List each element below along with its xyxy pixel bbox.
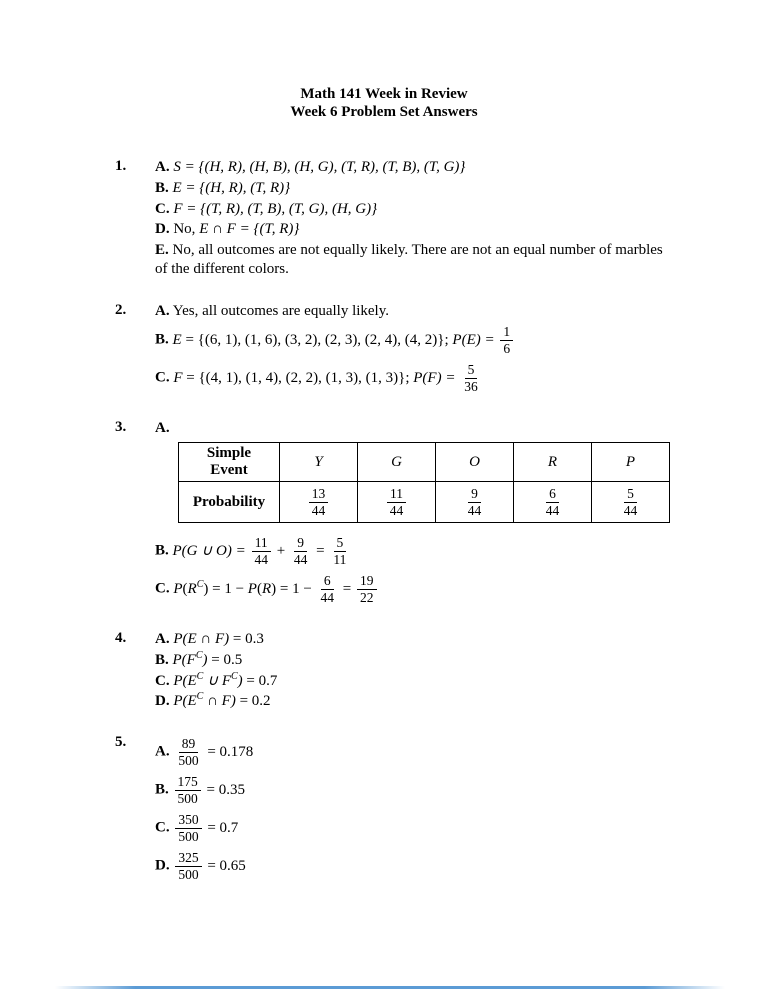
problem-4-part-a: [155, 630, 670, 649]
probability-cell-o: $\frac{9}{44}$: [436, 482, 514, 523]
problem-1: [0, 158, 768, 281]
part-text: $P(R^C) = 1 - P(R) = 1$ − $\frac{6}{44}$ = $\frac{19}{22}$: [173, 581, 378, 597]
part-label: B.: [155, 651, 169, 668]
problem-1-part-c: [155, 200, 670, 219]
problem-1-number: 1.: [115, 158, 127, 174]
table-header-p: P: [592, 443, 670, 482]
part-label: A.: [155, 159, 170, 175]
problem-2-body: [155, 302, 670, 399]
part-label: A.: [155, 420, 170, 437]
part-label: A.: [155, 743, 170, 760]
part-label: B.: [155, 179, 169, 196]
part-text: E = {(6, 1), (1, 6), (3, 2), (2, 3), (2, 4), (4, 2)}; P(E) = $\frac{1}{6}$: [173, 332, 516, 348]
problem-5-part-d: [155, 848, 670, 884]
problem-1-part-b: [155, 179, 670, 198]
part-label: D.: [155, 857, 170, 874]
problem-5-body: [155, 734, 670, 886]
part-text: $\frac{89}{500}$ = 0.178: [178, 736, 254, 768]
problem-4-part-c: [155, 672, 670, 691]
problem-3: [0, 419, 768, 609]
part-text: $P(F^C) = 0.5$: [172, 649, 243, 668]
answer-list: [0, 158, 768, 886]
title-line-2: Week 6 Problem Set Answers: [290, 104, 478, 120]
table-header-simple-event: Simple Event: [179, 443, 280, 482]
problem-5-part-a: [155, 734, 670, 770]
part-text: Yes, all outcomes are equally likely.: [172, 302, 390, 319]
part-text: E = {(H, R), (T, R)}: [172, 179, 291, 196]
probability-table-header-row: [179, 443, 670, 482]
problem-4-part-d: [155, 692, 670, 711]
problem-3-part-a: [155, 419, 670, 438]
part-label: B.: [155, 542, 169, 559]
part-text: S = {(H, R), (H, B), (H, G), (T, R), (T, B), (T, G)}: [173, 159, 466, 175]
problem-2-part-b: [155, 322, 670, 358]
part-text: P(E ∩ F) = 0.3: [173, 631, 264, 648]
table-header-y: Y: [280, 443, 358, 482]
problem-5: [0, 734, 768, 886]
problem-1-part-e: [155, 241, 670, 279]
part-label: A.: [155, 302, 170, 319]
part-label: C.: [155, 200, 170, 217]
problem-2: [0, 302, 768, 399]
probability-cell-y: $\frac{13}{44}$: [280, 482, 358, 523]
probability-table: [178, 442, 670, 523]
problem-1-body: [155, 158, 670, 281]
part-label: C.: [155, 672, 170, 689]
title-line-1: Math 141 Week in Review: [300, 86, 468, 102]
part-label: C.: [155, 819, 170, 836]
part-label: A.: [155, 631, 170, 648]
part-text: $\frac{350}{500}$ = 0.7: [173, 820, 238, 836]
problem-5-part-c: [155, 810, 670, 846]
probability-cell-g: $\frac{11}{44}$: [358, 482, 436, 523]
probability-cell-p: $\frac{5}{44}$: [592, 482, 670, 523]
part-text: $\frac{175}{500}$ = 0.35: [173, 782, 245, 798]
problem-3-part-c: [155, 571, 670, 607]
problem-3-number: 3.: [115, 419, 127, 436]
problem-4-number: 4.: [115, 630, 127, 647]
part-label: B.: [155, 331, 169, 348]
part-text: No, E ∩ F = {(T, R)}: [173, 221, 300, 238]
part-text: $P(E^C$ ∩ F) = 0.2: [173, 691, 271, 710]
probability-table-value-row: [179, 482, 670, 523]
part-text: P(G ∪ O) = $\frac{11}{44}$ + $\frac{9}{44}$ = $\frac{5}{11}$: [172, 535, 347, 567]
part-label: D.: [155, 221, 170, 238]
probability-cell-r: $\frac{6}{44}$: [514, 482, 592, 523]
part-text: $\frac{325}{500}$ = 0.65: [173, 858, 245, 874]
document-title: [0, 0, 768, 121]
problem-2-number: 2.: [115, 301, 127, 318]
table-header-o: O: [436, 443, 514, 482]
part-label: D.: [155, 693, 170, 710]
problem-2-part-c: [155, 360, 670, 396]
problem-1-part-a: [155, 158, 670, 177]
problem-2-part-a: [155, 302, 670, 321]
table-header-r: R: [514, 443, 592, 482]
problem-5-number: 5.: [115, 734, 127, 751]
footer-rule: [55, 986, 725, 989]
problem-4-part-b: [155, 651, 670, 670]
part-label: C.: [155, 580, 170, 597]
problem-3-body: [155, 419, 670, 609]
part-text: F = {(4, 1), (1, 4), (2, 2), (1, 3), (1, 3)}; P(F) = $\frac{5}{36}$: [173, 362, 478, 394]
part-label: E.: [155, 242, 169, 258]
part-label: B.: [155, 781, 169, 798]
part-label: C.: [155, 369, 170, 386]
problem-4-body: [155, 630, 670, 713]
table-header-g: G: [358, 443, 436, 482]
problem-1-part-d: [155, 220, 670, 239]
problem-5-part-b: [155, 772, 670, 808]
problem-3-part-b: [155, 533, 670, 569]
problem-4: [0, 630, 768, 713]
part-text: F = {(T, R), (T, B), (T, G), (H, G)}: [173, 200, 378, 217]
part-text: $P(E^C$ ∪ $F^C) = 0.7$: [173, 670, 278, 689]
table-row-label: Probability: [179, 482, 280, 523]
part-text: No, all outcomes are not equally likely. There are not an equal number of marbles of the different colors.: [155, 242, 663, 277]
